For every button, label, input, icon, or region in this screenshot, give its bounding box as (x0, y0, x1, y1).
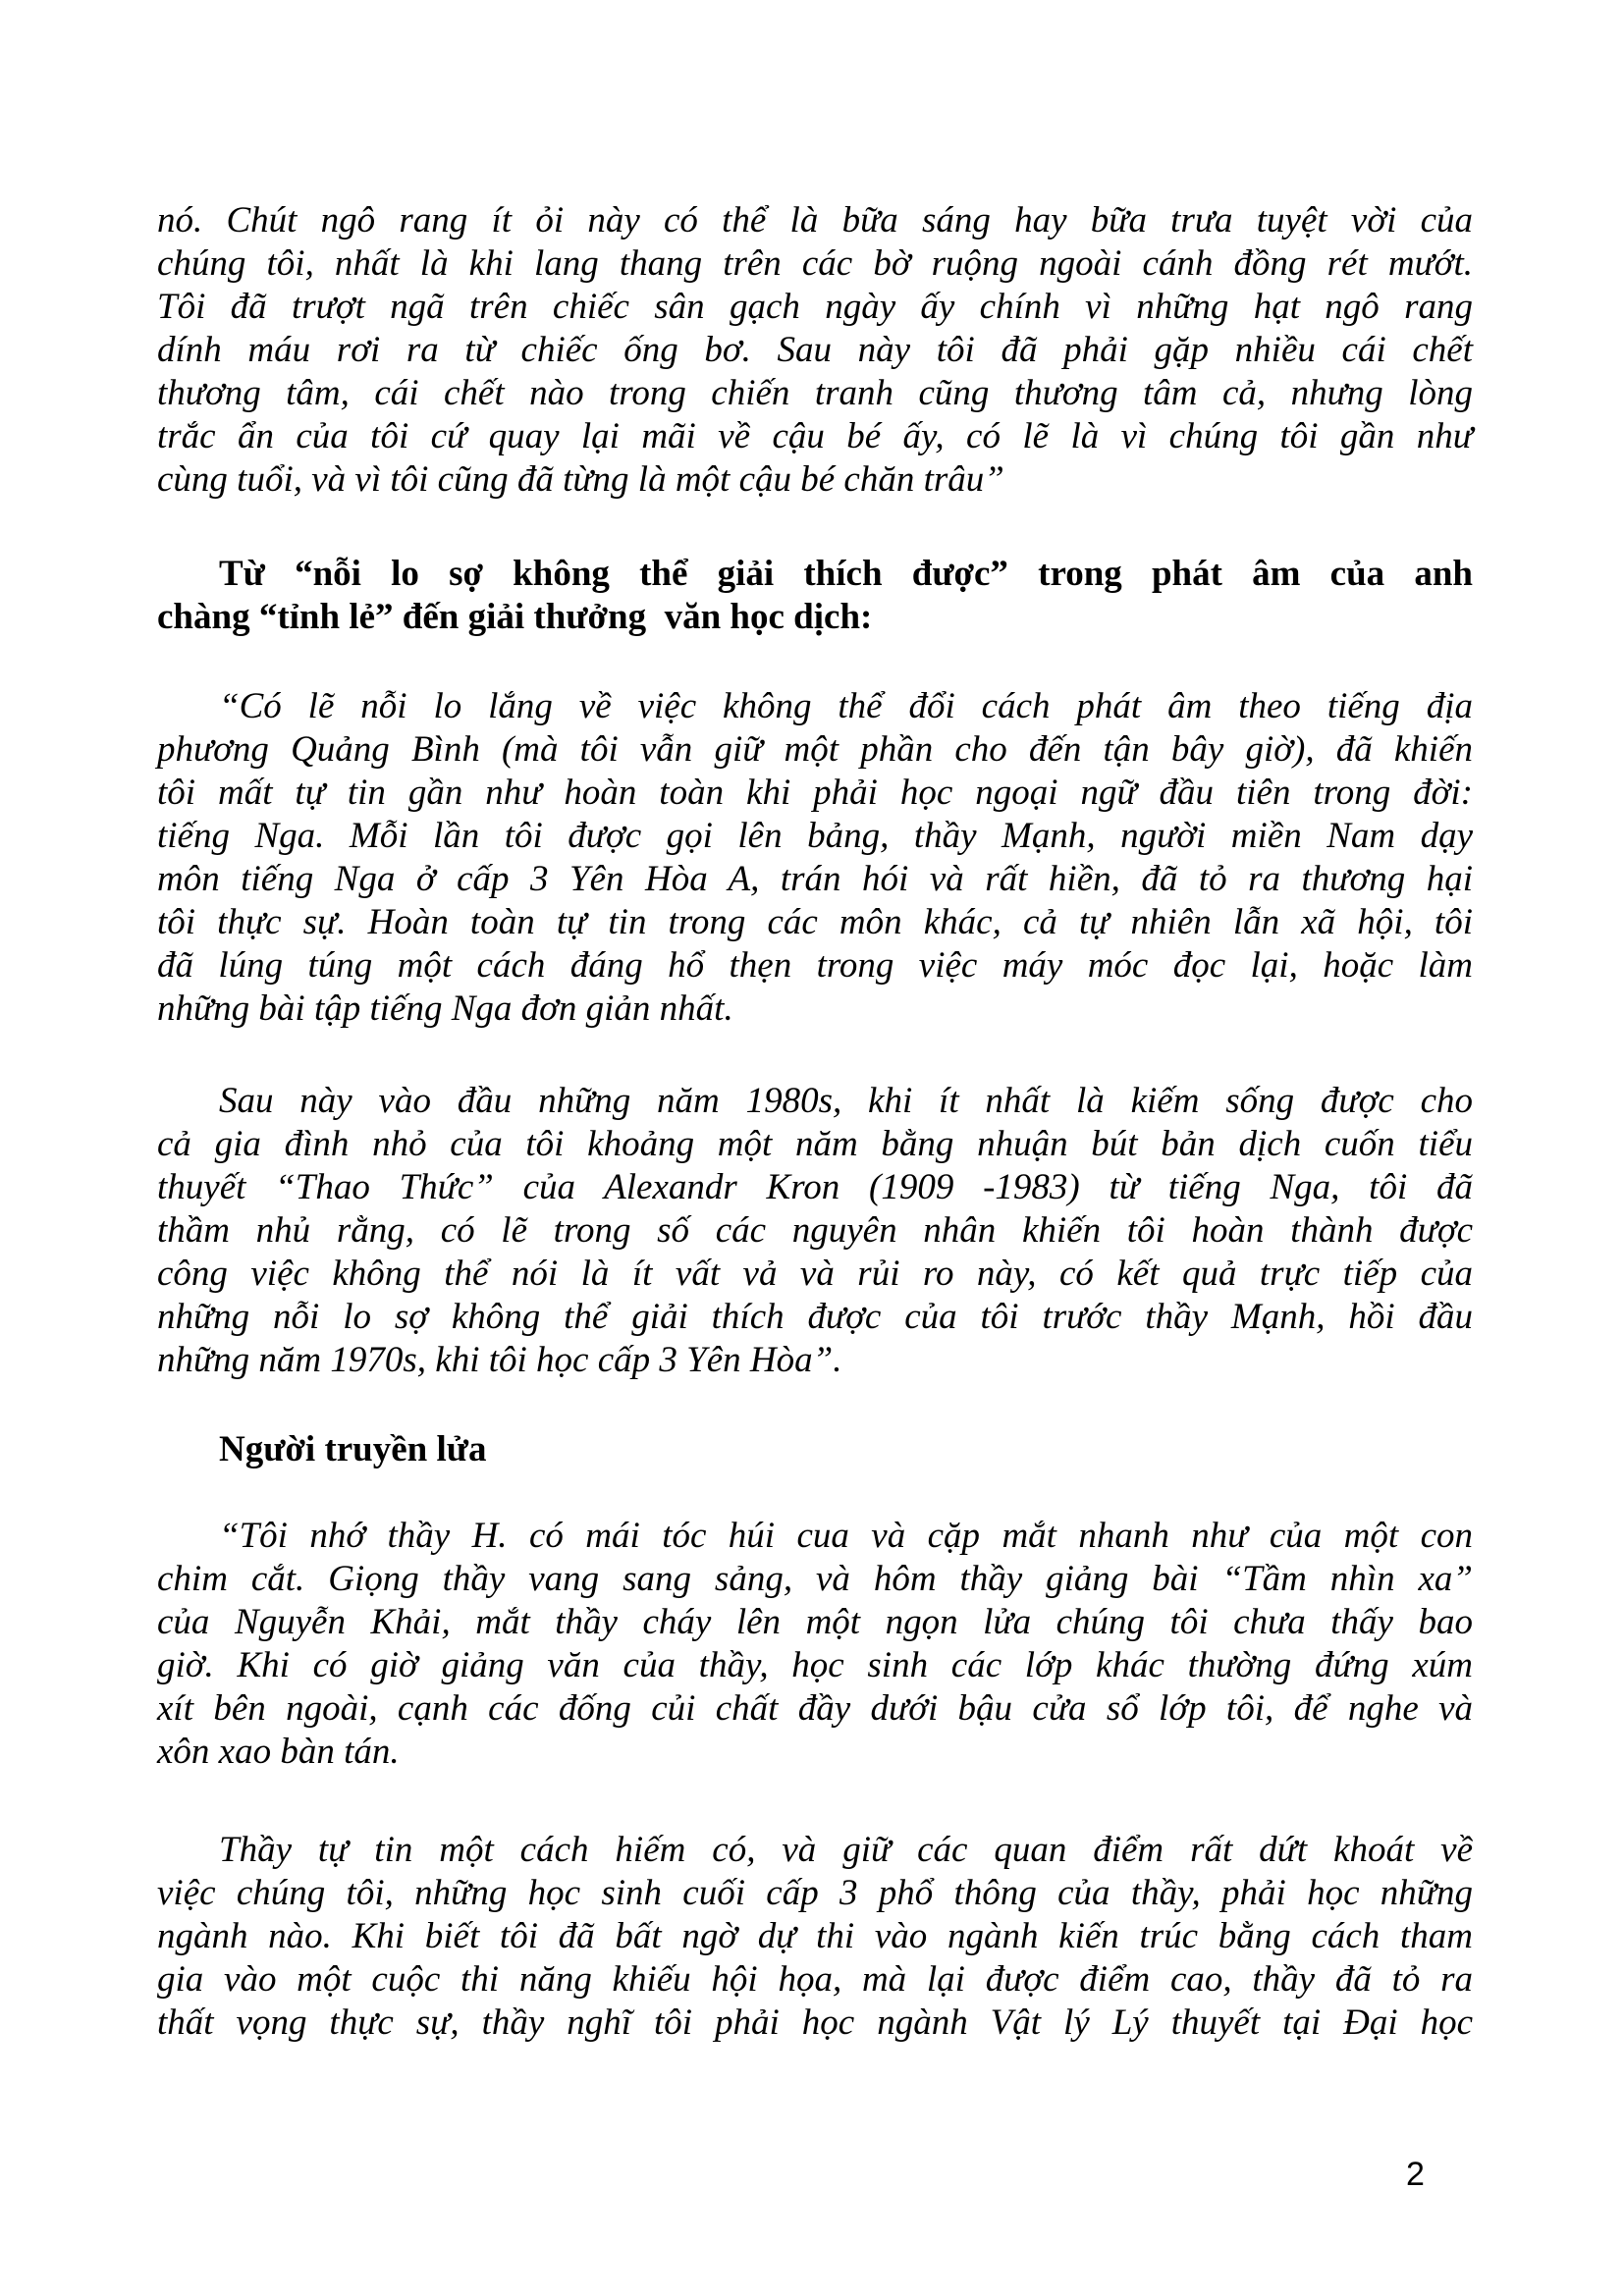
text-line: tiếng Nga. Mỗi lần tôi được gọi lên bảng, thầy Mạnh, người miền Nam dạy (157, 816, 1473, 856)
section-heading-accent (157, 553, 1473, 639)
text-line: thuyết “Thao Thức” của Alexandr Kron (1909 -1983) từ tiếng Nga, tôi đã (157, 1167, 1473, 1207)
text-line: tôi mất tự tin gần như hoàn toàn khi phải học ngoại ngữ đầu tiên trong đời: (157, 773, 1473, 813)
heading-line: Từ “nỗi lo sợ không thể giải thích được” trong phát âm của anh (219, 554, 1473, 594)
text-line: những bài tập tiếng Nga đơn giản nhất. (157, 988, 733, 1029)
text-line: thầm nhủ rằng, có lẽ trong số các nguyên nhân khiến tôi hoàn thành được (157, 1210, 1473, 1251)
text-line: chim cắt. Giọng thầy vang sang sảng, và hôm thầy giảng bài “Tầm nhìn xa” (157, 1559, 1473, 1599)
text-line: của Nguyễn Khải, mắt thầy cháy lên một ngọn lửa chúng tôi chưa thấy bao (157, 1602, 1473, 1642)
text-line: Tôi đã trượt ngã trên chiếc sân gạch ngày ấy chính vì những hạt ngô rang (157, 287, 1473, 327)
text-line: tôi thực sự. Hoàn toàn tự tin trong các môn khác, cả tự nhiên lẫn xã hội, tôi (157, 902, 1473, 942)
text-line: công việc không thể nói là ít vất vả và rủi ro này, có kết quả trực tiếp của (157, 1254, 1473, 1294)
text-line: gia vào một cuộc thi năng khiếu hội họa, mà lại được điểm cao, thầy đã tỏ ra (157, 1959, 1473, 2000)
page-number: 2 (1406, 2156, 1425, 2193)
text-line: Thầy tự tin một cách hiếm có, và giữ các quan điểm rất dứt khoát về (219, 1830, 1473, 1870)
text-line: việc chúng tôi, những học sinh cuối cấp 3 phổ thông của thầy, phải học những (157, 1873, 1473, 1913)
section-heading-fire (157, 1428, 1473, 1471)
text-line: nó. Chút ngô rang ít ỏi này có thể là bữa sáng hay bữa trưa tuyệt vời của (157, 200, 1473, 240)
text-line: trắc ẩn của tôi cứ quay lại mãi về cậu bé ấy, có lẽ là vì chúng tôi gần như (157, 416, 1473, 456)
paragraph-quote-teacher (157, 1515, 1473, 1774)
text-line: cả gia đình nhỏ của tôi khoảng một năm bằng nhuận bút bản dịch cuốn tiểu (157, 1124, 1473, 1164)
text-line: xôn xao bàn tán. (157, 1732, 400, 1772)
text-line: môn tiếng Nga ở cấp 3 Yên Hòa A, trán hói và rất hiền, đã tỏ ra thương hại (157, 859, 1473, 899)
paragraph-quote-russian (157, 685, 1473, 1031)
paragraph-quote-translation (157, 1080, 1473, 1382)
text-line: dính máu rơi ra từ chiếc ống bơ. Sau này tôi đã phải gặp nhiều cái chết (157, 330, 1473, 370)
text-line: “Có lẽ nỗi lo lắng về việc không thể đổi cách phát âm theo tiếng địa (219, 686, 1473, 726)
text-line: xít bên ngoài, cạnh các đống củi chất đầy dưới bậu cửa sổ lớp tôi, để nghe và (157, 1688, 1473, 1729)
text-line: đã lúng túng một cách đáng hổ thẹn trong việc máy móc đọc lại, hoặc làm (157, 945, 1473, 986)
text-line: “Tôi nhớ thầy H. có mái tóc húi cua và cặp mắt nhanh như của một con (219, 1516, 1473, 1556)
text-line: thương tâm, cái chết nào trong chiến tranh cũng thương tâm cả, nhưng lòng (157, 373, 1473, 413)
paragraph-quote-confidence (157, 1829, 1473, 2045)
text-line: chúng tôi, nhất là khi lang thang trên các bờ ruộng ngoài cánh đồng rét mướt. (157, 243, 1473, 284)
paragraph-continuation (157, 199, 1473, 502)
text-line: cùng tuổi, và vì tôi cũng đã từng là một cậu bé chăn trâu” (157, 459, 1004, 500)
text-line: ngành nào. Khi biết tôi đã bất ngờ dự thi vào ngành kiến trúc bằng cách tham (157, 1916, 1473, 1956)
text-line: thất vọng thực sự, thầy nghĩ tôi phải học ngành Vật lý Lý thuyết tại Đại học (157, 2002, 1473, 2043)
text-line: phương Quảng Bình (mà tôi vẫn giữ một phần cho đến tận bây giờ), đã khiến (157, 729, 1473, 770)
text-line: giờ. Khi có giờ giảng văn của thầy, học sinh các lớp khác thường đứng xúm (157, 1645, 1473, 1685)
heading-line: Người truyền lửa (219, 1429, 487, 1469)
text-line: những nỗi lo sợ không thể giải thích được của tôi trước thầy Mạnh, hồi đầu (157, 1297, 1473, 1337)
text-line: những năm 1970s, khi tôi học cấp 3 Yên Hòa”. (157, 1340, 842, 1380)
text-line: Sau này vào đầu những năm 1980s, khi ít nhất là kiếm sống được cho (219, 1081, 1473, 1121)
heading-line: chàng “tỉnh lẻ” đến giải thưởng văn học dịch: (157, 597, 873, 637)
